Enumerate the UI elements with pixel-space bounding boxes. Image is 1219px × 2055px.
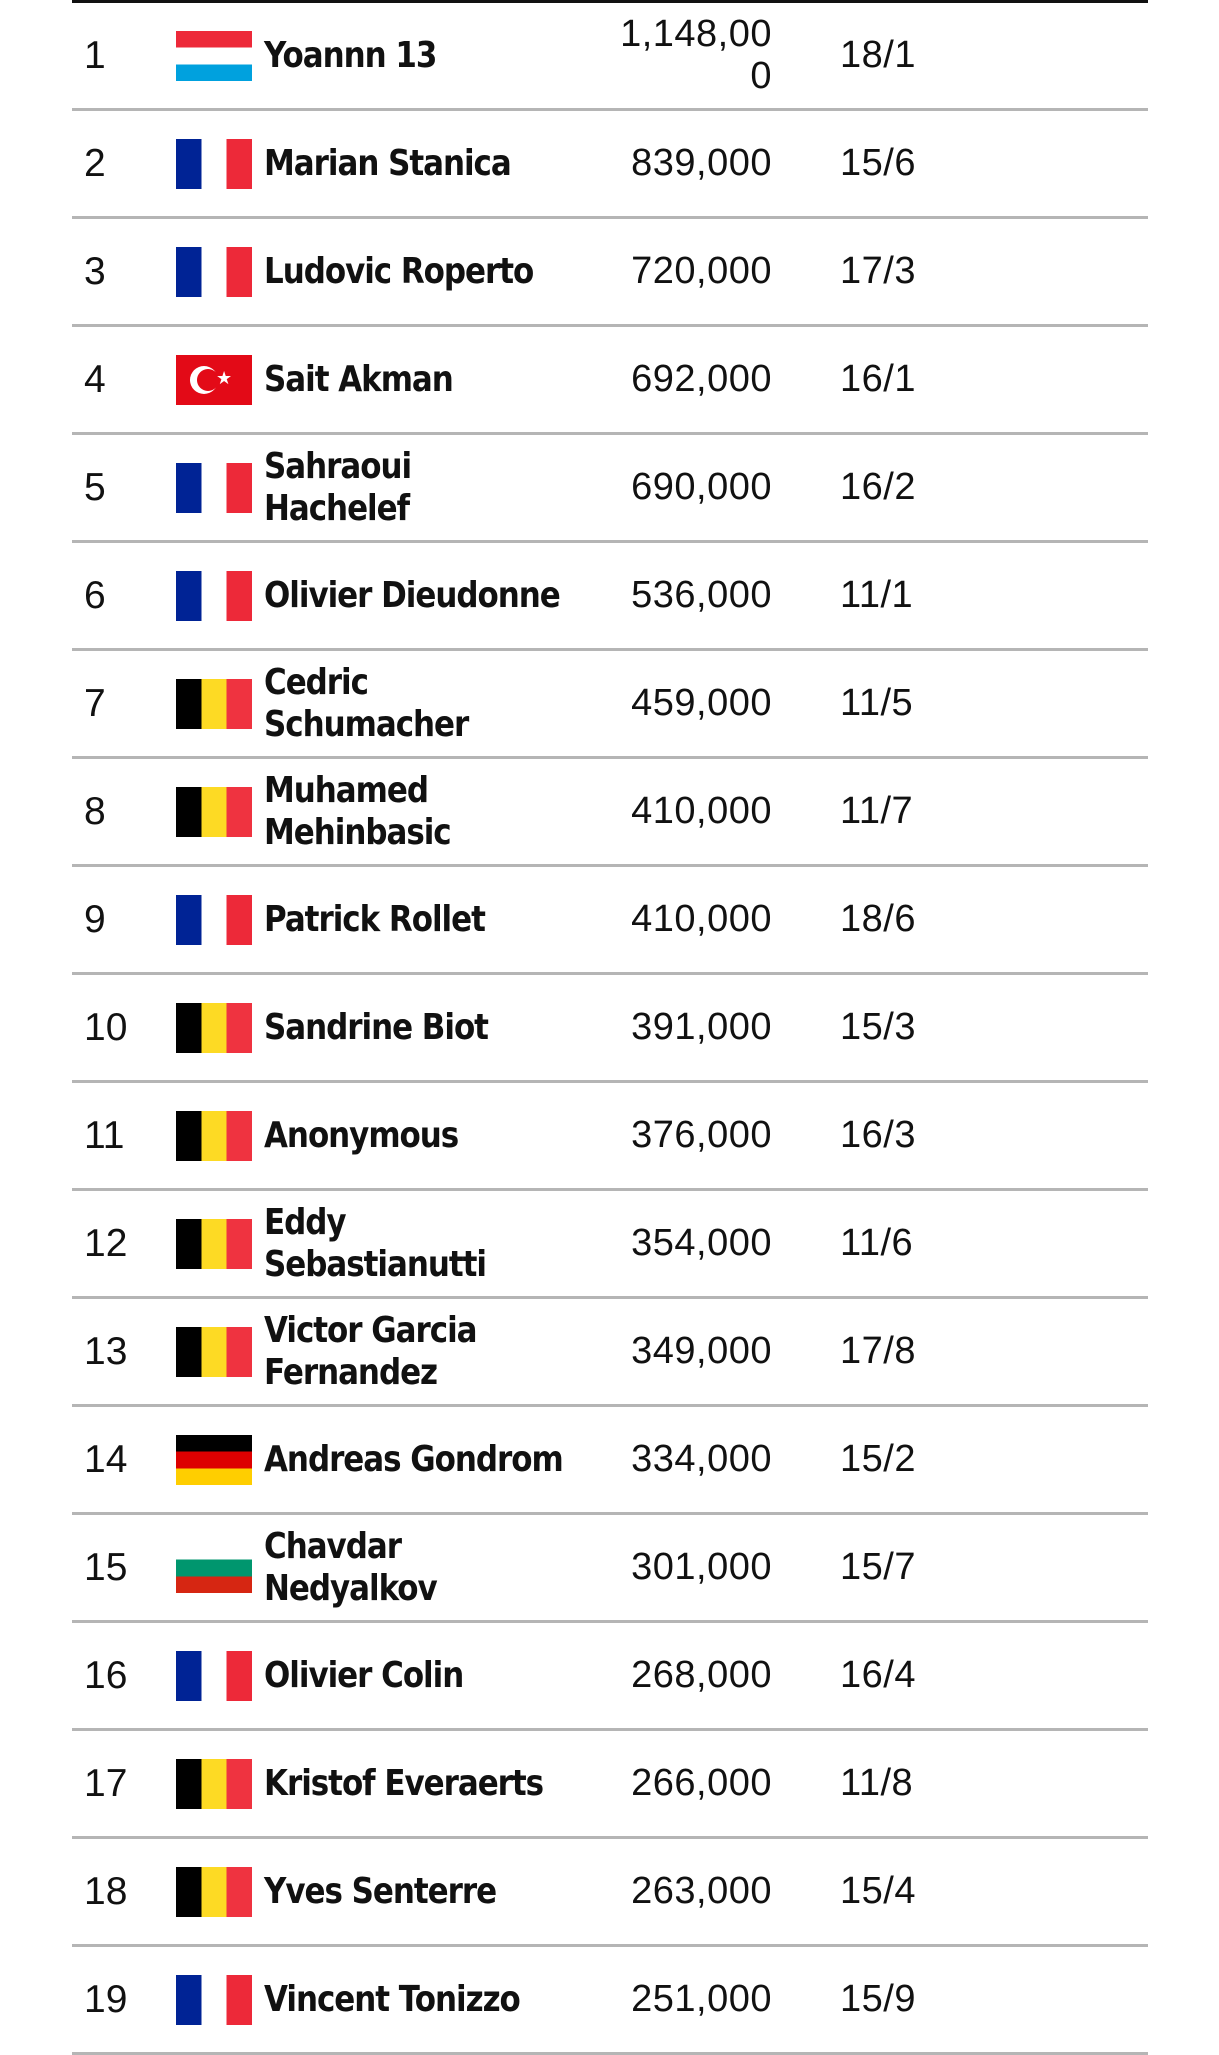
record-cell: 11/1 [840, 574, 914, 616]
luxembourg-flag-icon [176, 31, 252, 81]
france-flag-icon [176, 1975, 252, 2025]
winnings-amount: 459,000 [631, 681, 772, 724]
rank-cell: 7 [84, 681, 106, 725]
rank-cell: 8 [84, 789, 106, 833]
record-cell: 11/6 [840, 1222, 914, 1264]
flag-cell [176, 327, 256, 432]
player-name: Olivier Colin [264, 1654, 464, 1696]
bulgaria-flag-icon [176, 1543, 252, 1593]
record-cell: 16/1 [840, 358, 916, 400]
flag-cell [176, 1407, 256, 1512]
rank-cell: 13 [84, 1329, 128, 1373]
record-cell: 15/2 [840, 1438, 916, 1480]
table-row [72, 867, 1148, 975]
winnings-amount: 692,000 [631, 357, 772, 400]
rank-cell: 15 [84, 1545, 128, 1589]
record-cell: 11/8 [840, 1762, 914, 1804]
table-row [72, 1947, 1148, 2055]
belgium-flag-icon [176, 1759, 252, 1809]
rank-cell: 16 [84, 1653, 128, 1697]
player-name: Yoannn 13 [264, 34, 437, 76]
flag-cell [176, 219, 256, 324]
rank-cell: 11 [84, 1113, 125, 1157]
table-row [72, 1623, 1148, 1731]
record-cell: 18/6 [840, 898, 916, 940]
belgium-flag-icon [176, 1219, 252, 1269]
record-cell: 18/1 [840, 34, 916, 76]
flag-cell [176, 1191, 256, 1296]
table-row [72, 1731, 1148, 1839]
flag-cell [176, 1839, 256, 1944]
record-cell: 15/4 [840, 1870, 916, 1912]
player-name: Victor Garcia Fernandez [264, 1310, 477, 1393]
belgium-flag-icon [176, 1111, 252, 1161]
belgium-flag-icon [176, 787, 252, 837]
rank-cell: 5 [84, 465, 106, 509]
rank-cell: 12 [84, 1221, 128, 1265]
winnings-amount: 536,000 [631, 573, 772, 616]
table-row [72, 327, 1148, 435]
flag-cell [176, 867, 256, 972]
rank-cell: 3 [84, 249, 106, 293]
flag-cell [176, 435, 256, 540]
table-row [72, 1191, 1148, 1299]
table-row [72, 1839, 1148, 1947]
table-row [72, 1515, 1148, 1623]
rank-cell: 19 [84, 1977, 128, 2021]
player-name: Olivier Dieudonne [264, 574, 560, 616]
winnings-amount: 266,000 [631, 1761, 772, 1804]
winnings-amount: 410,000 [631, 897, 772, 940]
player-name: Patrick Rollet [264, 898, 485, 940]
winnings-amount: 301,000 [631, 1545, 772, 1588]
table-row [72, 111, 1148, 219]
player-name: Andreas Gondrom [264, 1438, 563, 1480]
winnings-amount: 263,000 [631, 1869, 772, 1912]
table-row [72, 219, 1148, 327]
table-row [72, 1407, 1148, 1515]
winnings-amount: 720,000 [631, 249, 772, 292]
player-name: Chavdar Nedyalkov [264, 1526, 437, 1609]
record-cell: 15/9 [840, 1978, 916, 2020]
winnings-amount: 1,148,000 [620, 12, 772, 97]
flag-cell [176, 543, 256, 648]
rank-cell: 6 [84, 573, 106, 617]
france-flag-icon [176, 571, 252, 621]
table-row [72, 435, 1148, 543]
france-flag-icon [176, 895, 252, 945]
player-name: Anonymous [264, 1114, 459, 1156]
winnings-amount: 690,000 [631, 465, 772, 508]
table-row [72, 759, 1148, 867]
france-flag-icon [176, 247, 252, 297]
player-name: Ludovic Roperto [264, 250, 534, 292]
player-name: Muhamed Mehinbasic [264, 770, 451, 853]
record-cell: 17/3 [840, 250, 916, 292]
flag-cell [176, 1623, 256, 1728]
winnings-amount: 251,000 [631, 1977, 772, 2020]
table-row [72, 1083, 1148, 1191]
record-cell: 16/4 [840, 1654, 916, 1696]
rank-cell: 17 [84, 1761, 128, 1805]
winnings-amount: 391,000 [631, 1005, 772, 1048]
winnings-amount: 334,000 [631, 1437, 772, 1480]
table-row [72, 3, 1148, 111]
winnings-amount: 839,000 [631, 141, 772, 184]
belgium-flag-icon [176, 679, 252, 729]
rank-cell: 10 [84, 1005, 128, 1049]
record-cell: 16/3 [840, 1114, 916, 1156]
rank-cell: 1 [84, 33, 106, 77]
flag-cell [176, 1947, 256, 2052]
record-cell: 16/2 [840, 466, 916, 508]
rank-cell: 18 [84, 1869, 128, 1913]
record-cell: 15/3 [840, 1006, 916, 1048]
table-row [72, 1299, 1148, 1407]
player-name: Sait Akman [264, 358, 453, 400]
player-name: Kristof Everaerts [264, 1762, 544, 1804]
flag-cell [176, 3, 256, 108]
flag-cell [176, 1731, 256, 1836]
flag-cell [176, 1299, 256, 1404]
player-name: Sahraoui Hachelef [264, 446, 412, 529]
flag-cell [176, 759, 256, 864]
player-name: Sandrine Biot [264, 1006, 488, 1048]
flag-cell [176, 1515, 256, 1620]
flag-cell [176, 651, 256, 756]
belgium-flag-icon [176, 1327, 252, 1377]
player-name: Vincent Tonizzo [264, 1978, 520, 2020]
germany-flag-icon [176, 1435, 252, 1485]
winnings-amount: 268,000 [631, 1653, 772, 1696]
record-cell: 11/5 [840, 682, 914, 724]
flag-cell [176, 1083, 256, 1188]
france-flag-icon [176, 1651, 252, 1701]
rank-cell: 9 [84, 897, 106, 941]
table-row [72, 651, 1148, 759]
belgium-flag-icon [176, 1003, 252, 1053]
record-cell: 11/7 [840, 790, 914, 832]
turkey-flag-icon: ★ [176, 355, 252, 405]
table-row [72, 543, 1148, 651]
france-flag-icon [176, 463, 252, 513]
rank-cell: 14 [84, 1437, 128, 1481]
player-name: Cedric Schumacher [264, 662, 469, 745]
winnings-amount: 376,000 [631, 1113, 772, 1156]
winnings-amount: 354,000 [631, 1221, 772, 1264]
winnings-amount: 349,000 [631, 1329, 772, 1372]
player-name: Marian Stanica [264, 142, 511, 184]
flag-cell [176, 975, 256, 1080]
belgium-flag-icon [176, 1867, 252, 1917]
france-flag-icon [176, 139, 252, 189]
record-cell: 17/8 [840, 1330, 916, 1372]
table-row [72, 975, 1148, 1083]
record-cell: 15/6 [840, 142, 916, 184]
leaderboard-table [72, 0, 1148, 2055]
rank-cell: 4 [84, 357, 106, 401]
flag-cell [176, 111, 256, 216]
player-name: Eddy Sebastianutti [264, 1202, 486, 1285]
record-cell: 15/7 [840, 1546, 916, 1588]
player-name: Yves Senterre [264, 1870, 497, 1912]
winnings-amount: 410,000 [631, 789, 772, 832]
rank-cell: 2 [84, 141, 106, 185]
